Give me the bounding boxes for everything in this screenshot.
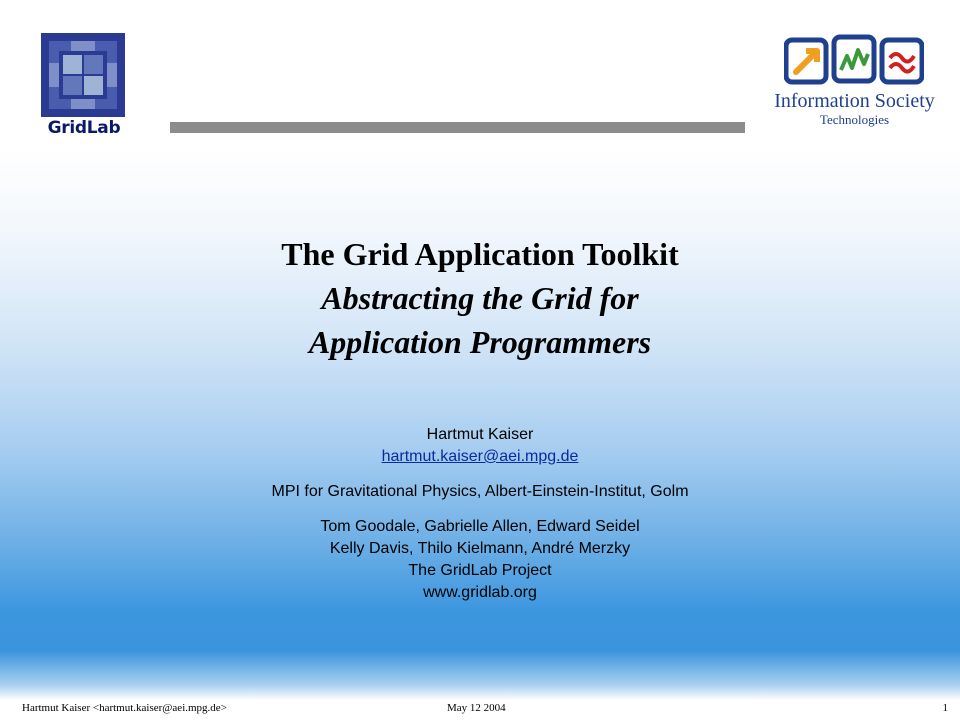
title-sub-line2: Application Programmers	[308, 324, 652, 360]
coauthors-line-1: Tom Goodale, Gabrielle Allen, Edward Seidel	[320, 518, 640, 535]
project-website: www.gridlab.org	[423, 584, 537, 601]
ist-subtitle-line: Technologies	[819, 112, 890, 127]
spacer	[100, 503, 860, 516]
author-email-link[interactable]: hartmut.kaiser@aei.mpg.de	[381, 448, 579, 465]
slide-title	[100, 232, 860, 364]
wave-icon	[834, 37, 874, 81]
gridlab-logo-tile	[41, 33, 125, 117]
author-block	[100, 424, 860, 604]
ist-name-line: Information Society	[774, 90, 935, 112]
footer-page-number: 1	[942, 702, 948, 714]
double-wave-icon	[882, 40, 922, 82]
footer-date: May 12 2004	[447, 702, 506, 714]
footer-author: Hartmut Kaiser <hartmut.kaiser@aei.mpg.de>	[22, 702, 227, 714]
author-affiliation: MPI for Gravitational Physics, Albert-Einstein-Institut, Golm	[271, 483, 689, 500]
project-name: The GridLab Project	[408, 562, 552, 579]
author-name: Hartmut Kaiser	[426, 426, 534, 443]
header-divider-bar	[170, 122, 745, 133]
arrow-icon	[786, 40, 826, 82]
ist-tiles-graphic	[784, 34, 924, 90]
ist-logo	[762, 34, 947, 134]
spacer	[100, 468, 860, 481]
gridlab-logo-graphic	[41, 33, 125, 117]
title-main: The Grid Application Toolkit	[281, 236, 679, 272]
author-email-row	[100, 446, 860, 468]
ist-logo-tiles	[784, 34, 924, 90]
title-sub-line1: Abstracting the Grid for	[321, 280, 639, 316]
gridlab-wordmark: GridLab	[47, 118, 121, 138]
gridlab-logo	[34, 30, 134, 140]
coauthors-line-2: Kelly Davis, Thilo Kielmann, André Merzky	[329, 540, 631, 557]
